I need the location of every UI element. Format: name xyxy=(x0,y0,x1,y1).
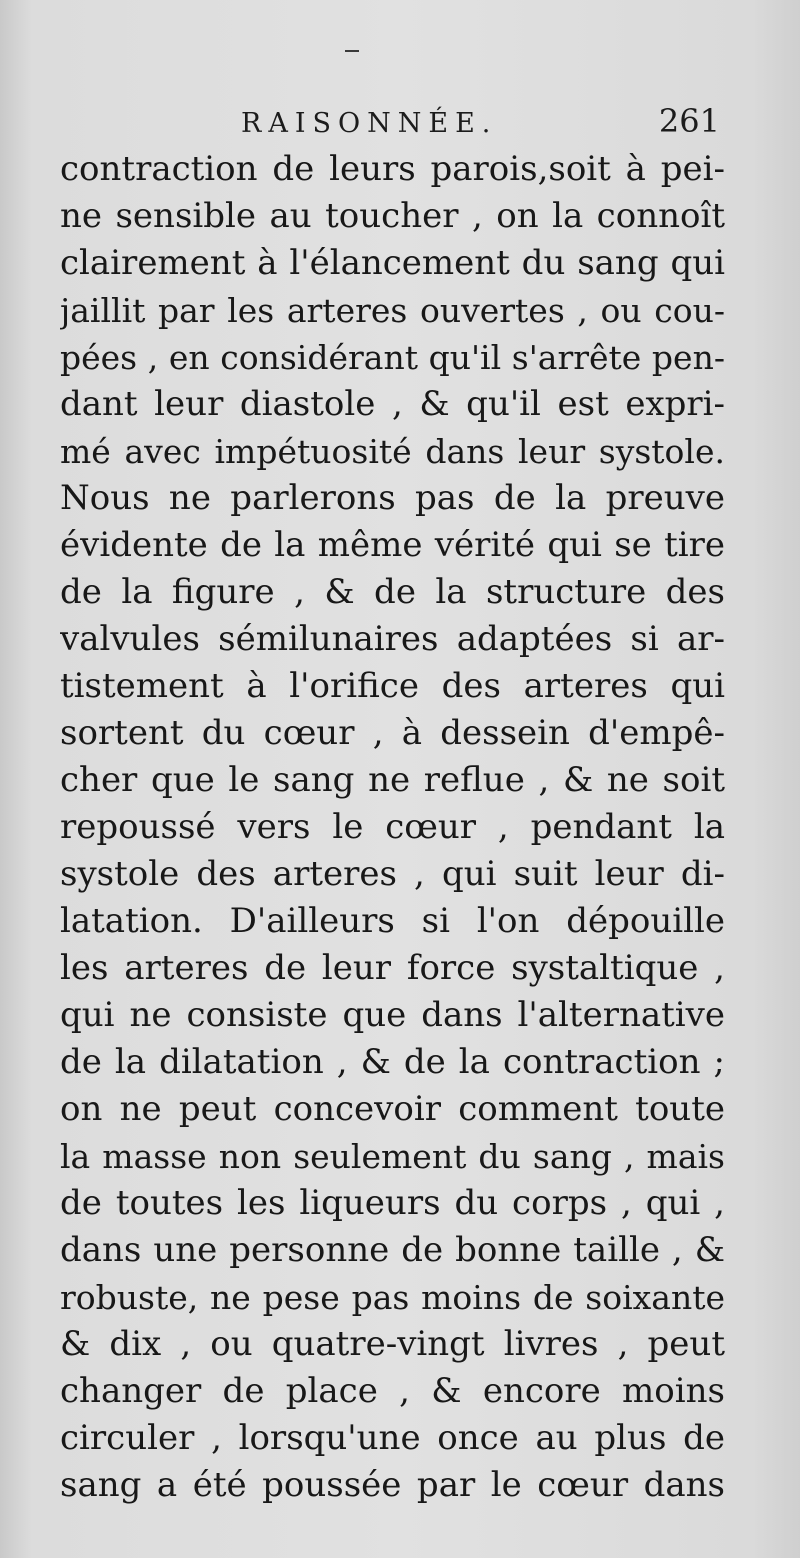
page-number: 261 xyxy=(658,102,720,140)
text-line: clairement à l'élancement du sang qui xyxy=(60,243,725,283)
text-line: on ne peut concevoir comment toute xyxy=(60,1089,725,1129)
text-line: robuste, ne pese pas moins de soixante xyxy=(60,1278,725,1317)
text-line: & dix , ou quatre-vingt livres , peut xyxy=(60,1324,725,1364)
text-line: dant leur diastole , & qu'il est expri- xyxy=(60,384,725,424)
text-line: latation. D'ailleurs si l'on dépouille xyxy=(60,901,725,941)
text-line: changer de place , & encore moins xyxy=(60,1371,725,1411)
text-line: mé avec impétuosité dans leur systole. xyxy=(60,432,725,471)
text-line: de la figure , & de la structure des xyxy=(60,572,725,612)
running-title: RAISONNÉE. xyxy=(241,108,498,139)
text-line: sortent du cœur , à dessein d'empê- xyxy=(60,713,725,753)
text-line: qui ne consiste que dans l'alternative xyxy=(60,995,725,1035)
text-line: pées , en considérant qu'il s'arrête pen- xyxy=(60,338,725,377)
body-text xyxy=(60,146,725,1509)
text-line: jaillit par les arteres ouvertes , ou cou- xyxy=(60,291,725,330)
text-line: valvules sémilunaires adaptées si ar- xyxy=(60,619,725,659)
text-line: dans une personne de bonne taille , & xyxy=(60,1230,725,1270)
text-line: sang a été poussée par le cœur dans xyxy=(60,1465,725,1505)
running-head xyxy=(60,98,720,142)
ink-speck xyxy=(345,50,359,52)
text-line: les arteres de leur force systaltique , xyxy=(60,948,725,988)
text-line: contraction de leurs parois,soit à pei- xyxy=(60,149,725,189)
text-line: ne sensible au toucher , on la connoît xyxy=(60,196,725,236)
text-line: cher que le sang ne reflue , & ne soit xyxy=(60,760,725,800)
text-line: Nous ne parlerons pas de la preuve xyxy=(60,478,725,518)
text-line: repoussé vers le cœur , pendant la xyxy=(60,807,725,847)
text-line: tistement à l'orifice des arteres qui xyxy=(60,666,725,706)
text-line: évidente de la même vérité qui se tire xyxy=(60,525,725,565)
text-line: la masse non seulement du sang , mais xyxy=(60,1137,725,1176)
text-line: circuler , lorsqu'une once au plus de xyxy=(60,1418,725,1458)
text-line: de toutes les liqueurs du corps , qui , xyxy=(60,1183,725,1223)
text-line: de la dilatation , & de la contraction ; xyxy=(60,1042,725,1082)
text-line: systole des arteres , qui suit leur di- xyxy=(60,854,725,894)
